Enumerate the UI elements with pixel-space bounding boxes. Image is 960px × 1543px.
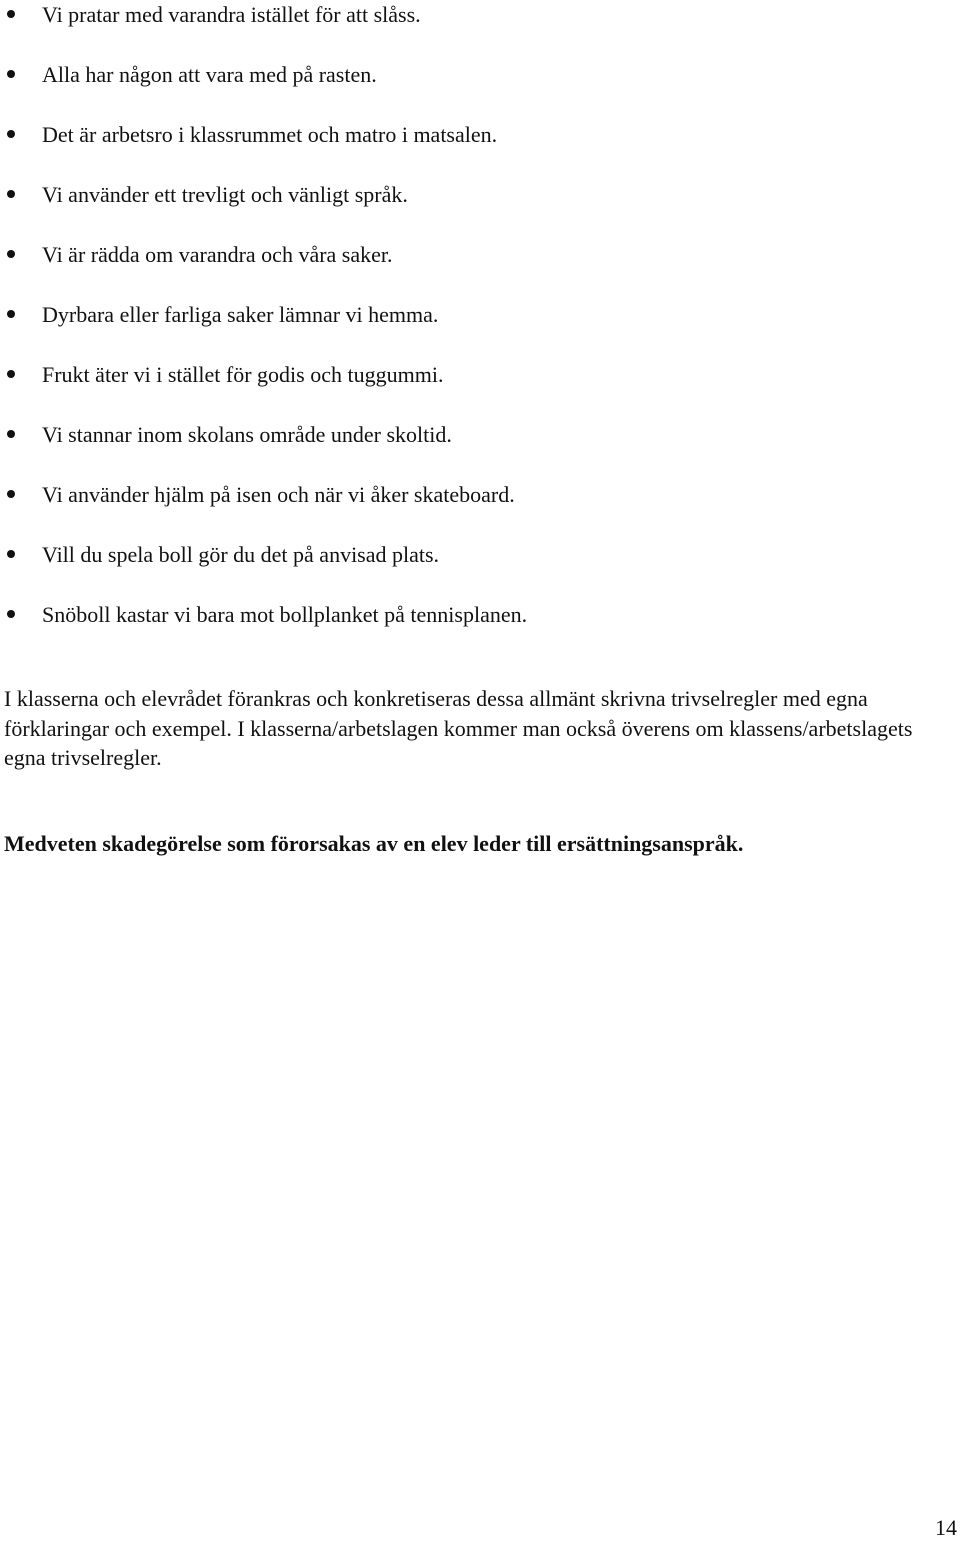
body-paragraph: I klasserna och elevrådet förankras och konkretiseras dessa allmänt skrivna trivselregler med egna förklaringar och exempel. I klasserna/arbetslagen kommer man också överens om klassens/arbetslagets egna trivselregler. [4, 686, 913, 770]
page-number: 14 [935, 1515, 957, 1540]
bullet-icon [7, 610, 15, 618]
rule-text: Frukt äter vi i stället för godis och tuggummi. [42, 362, 444, 387]
bullet-icon [7, 190, 15, 198]
bullet-icon [7, 370, 15, 378]
rule-text: Snöboll kastar vi bara mot bollplanket på tennisplanen. [42, 602, 528, 627]
bullet-icon [7, 70, 15, 78]
rule-text: Alla har någon att vara med på rasten. [42, 62, 377, 87]
rule-text: Vi pratar med varandra istället för att slåss. [42, 2, 421, 27]
rule-text: Dyrbara eller farliga saker lämnar vi hemma. [42, 302, 439, 327]
rule-text: Vi är rädda om varandra och våra saker. [42, 242, 393, 267]
bullet-icon [7, 130, 15, 138]
bullet-icon [7, 10, 15, 18]
rule-text: Det är arbetsro i klassrummet och matro i matsalen. [42, 122, 498, 147]
bullet-icon [7, 430, 15, 438]
damage-notice: Medveten skadegörelse som förorsakas av en elev leder till ersättningsanspråk. [4, 831, 744, 856]
rule-text: Vi använder hjälm på isen och när vi åker skateboard. [42, 482, 515, 507]
bullet-icon [7, 490, 15, 498]
bullet-icon [7, 250, 15, 258]
rule-text: Vi använder ett trevligt och vänligt språk. [42, 182, 408, 207]
bullet-icon [7, 550, 15, 558]
bullet-icon [7, 310, 15, 318]
rule-text: Vill du spela boll gör du det på anvisad plats. [42, 542, 440, 567]
rule-text: Vi stannar inom skolans område under skoltid. [42, 422, 452, 447]
